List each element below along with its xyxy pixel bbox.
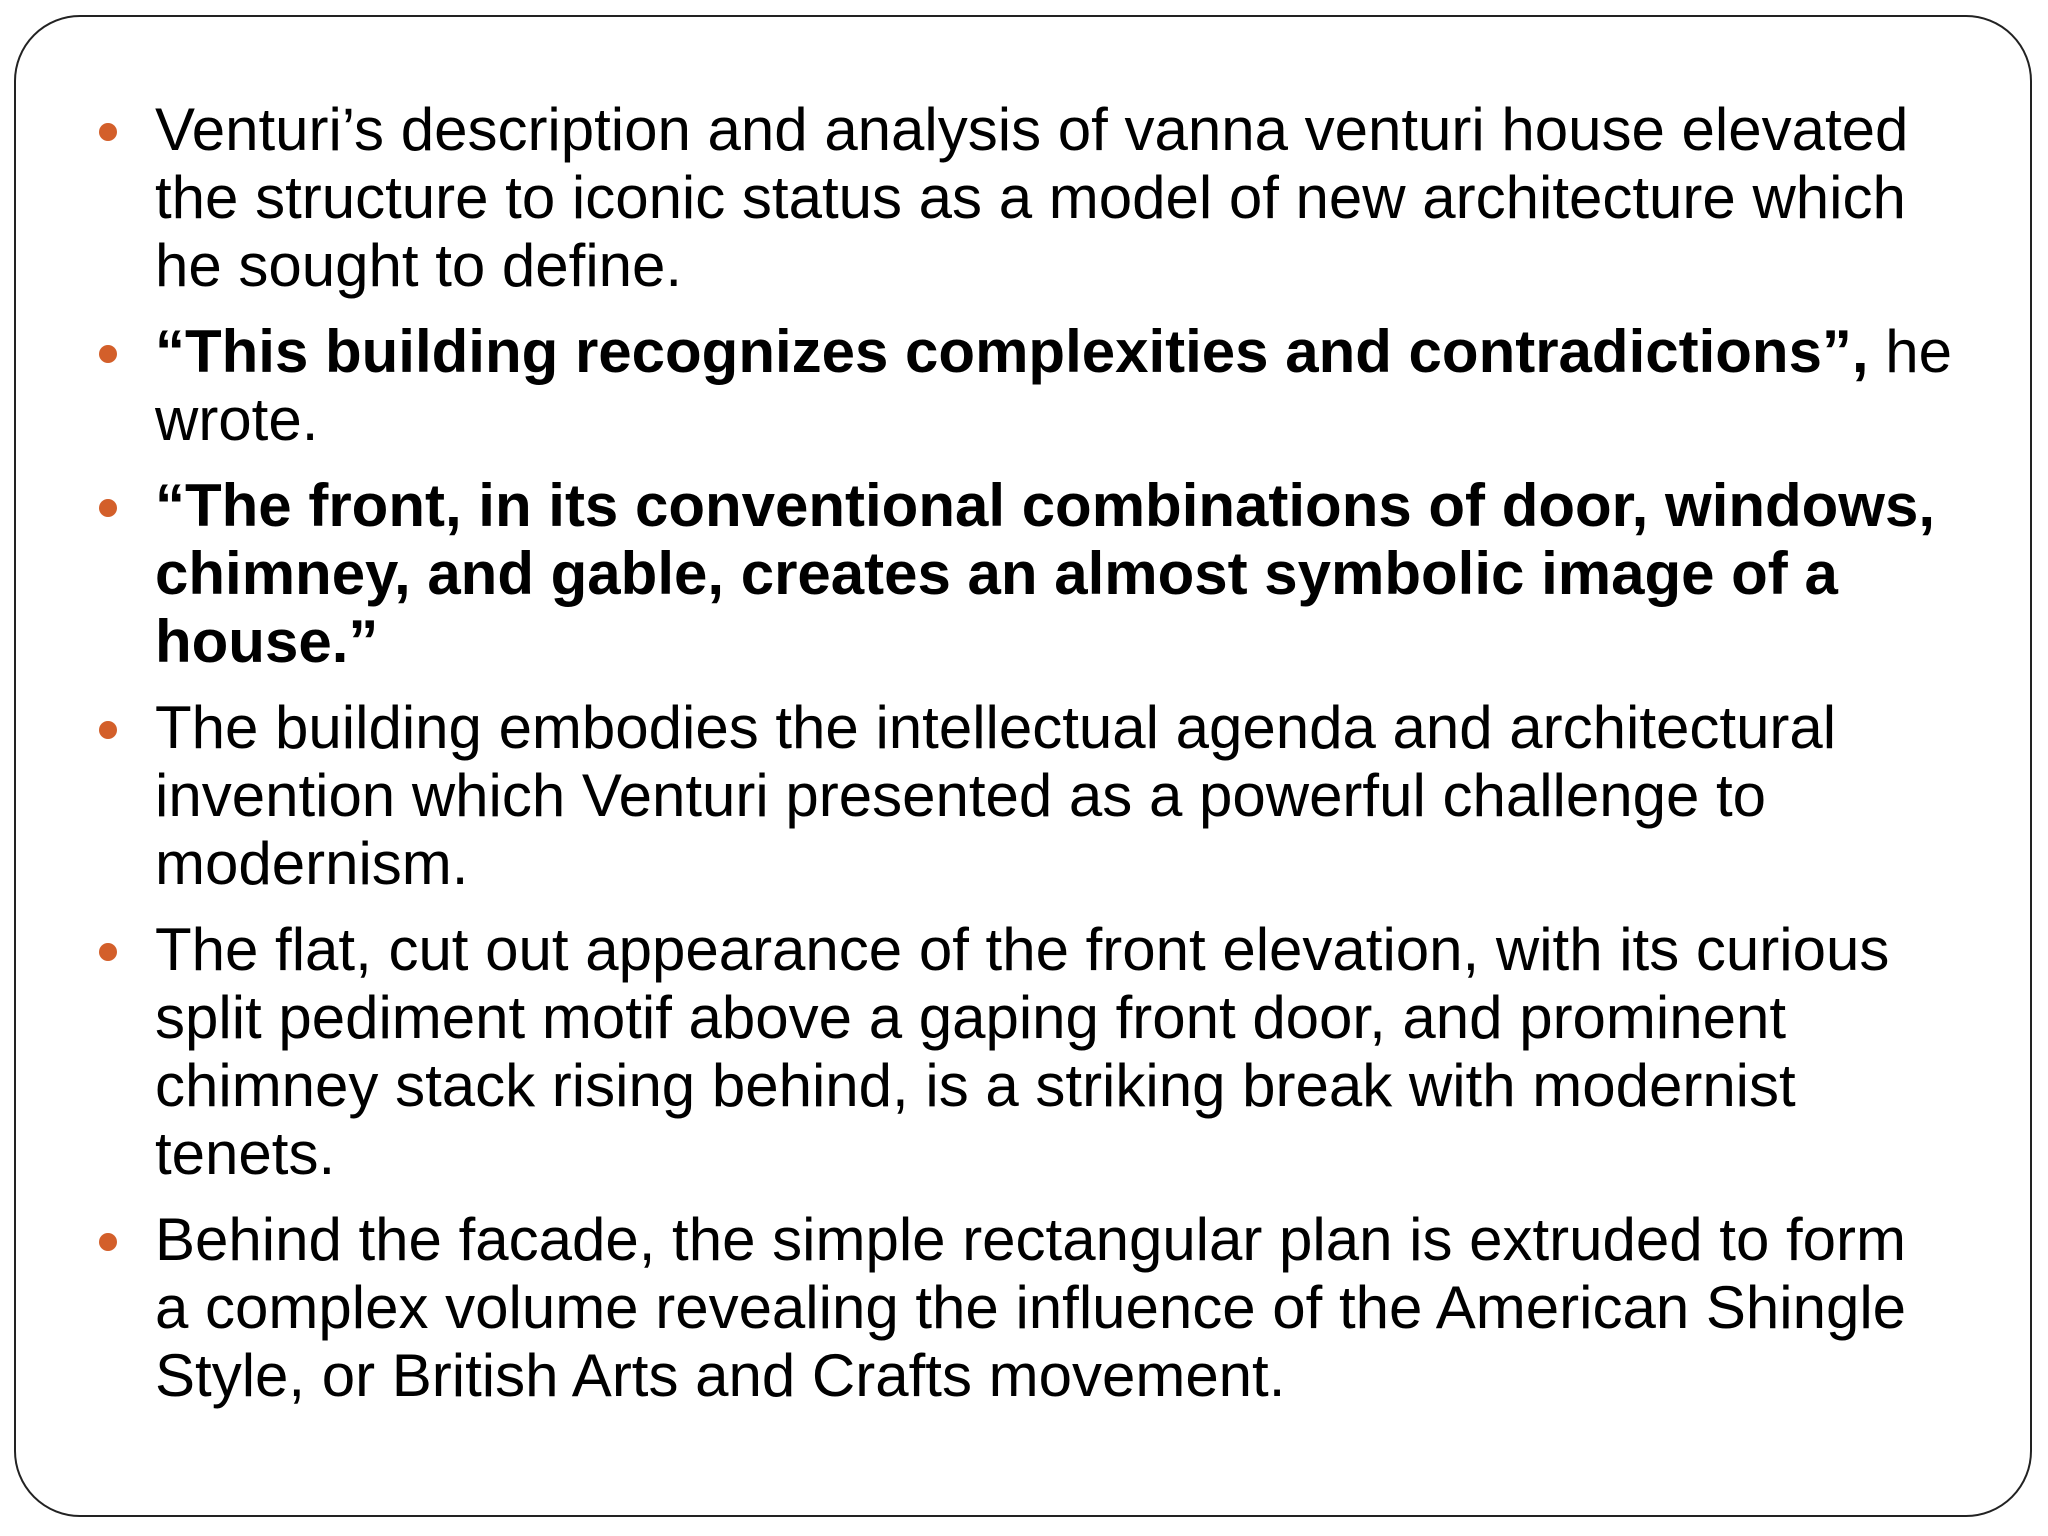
bullet-2-attribution: he (1868, 318, 1953, 385)
bullet-2-line-1 (155, 318, 2035, 386)
bullet-1-line-3: he sought to define. (155, 232, 683, 299)
bullet-6-line-3: Style, or British Arts and Crafts movement. (155, 1342, 1286, 1409)
bullet-6-line-1: Behind the facade, the simple rectangular plan is extruded to form (155, 1206, 1907, 1273)
bullet-1-line-1: Venturi’s description and analysis of vanna venturi house elevated (155, 96, 1909, 163)
bullet-item-5 (155, 916, 2035, 1188)
bullet-3-line-2: chimney, and gable, creates an almost symbolic image of a (155, 540, 1838, 607)
bullet-4-line-2: invention which Venturi presented as a powerful challenge to (155, 762, 1767, 829)
bullet-6-line-2: a complex volume revealing the influence of the American Shingle (155, 1274, 1907, 1341)
bullet-2-line-2: wrote. (155, 386, 319, 453)
bullet-item-4 (155, 694, 2035, 898)
bullet-dot-icon (99, 943, 117, 961)
bullet-5-line-4: tenets. (155, 1120, 336, 1187)
bullet-4-line-3: modernism. (155, 830, 469, 897)
bullet-dot-icon (99, 1233, 117, 1251)
bullet-3-line-1: “The front, in its conventional combinations of door, windows, (155, 472, 1936, 539)
bullet-item-1 (155, 96, 2035, 300)
bullet-dot-icon (99, 721, 117, 739)
bullet-5-line-2: split pediment motif above a gaping front door, and prominent (155, 984, 1787, 1051)
bullet-1-line-2: the structure to iconic status as a model of new architecture which (155, 164, 1906, 231)
bullet-dot-icon (99, 499, 117, 517)
bullet-item-6 (155, 1206, 2035, 1410)
bullet-3-line-3: house.” (155, 608, 379, 675)
bullet-5-line-1: The flat, cut out appearance of the front elevation, with its curious (155, 916, 1890, 983)
bullet-dot-icon (99, 123, 117, 141)
bullet-5-line-3: chimney stack rising behind, is a striking break with modernist (155, 1052, 1796, 1119)
bullet-list (155, 96, 2035, 1428)
bullet-dot-icon (99, 345, 117, 363)
bullet-item-3 (155, 472, 2035, 676)
bullet-2-quote: “This building recognizes complexities and contradictions”, (155, 318, 1869, 385)
bullet-4-line-1: The building embodies the intellectual agenda and architectural (155, 694, 1837, 761)
bullet-item-2 (155, 318, 2035, 454)
